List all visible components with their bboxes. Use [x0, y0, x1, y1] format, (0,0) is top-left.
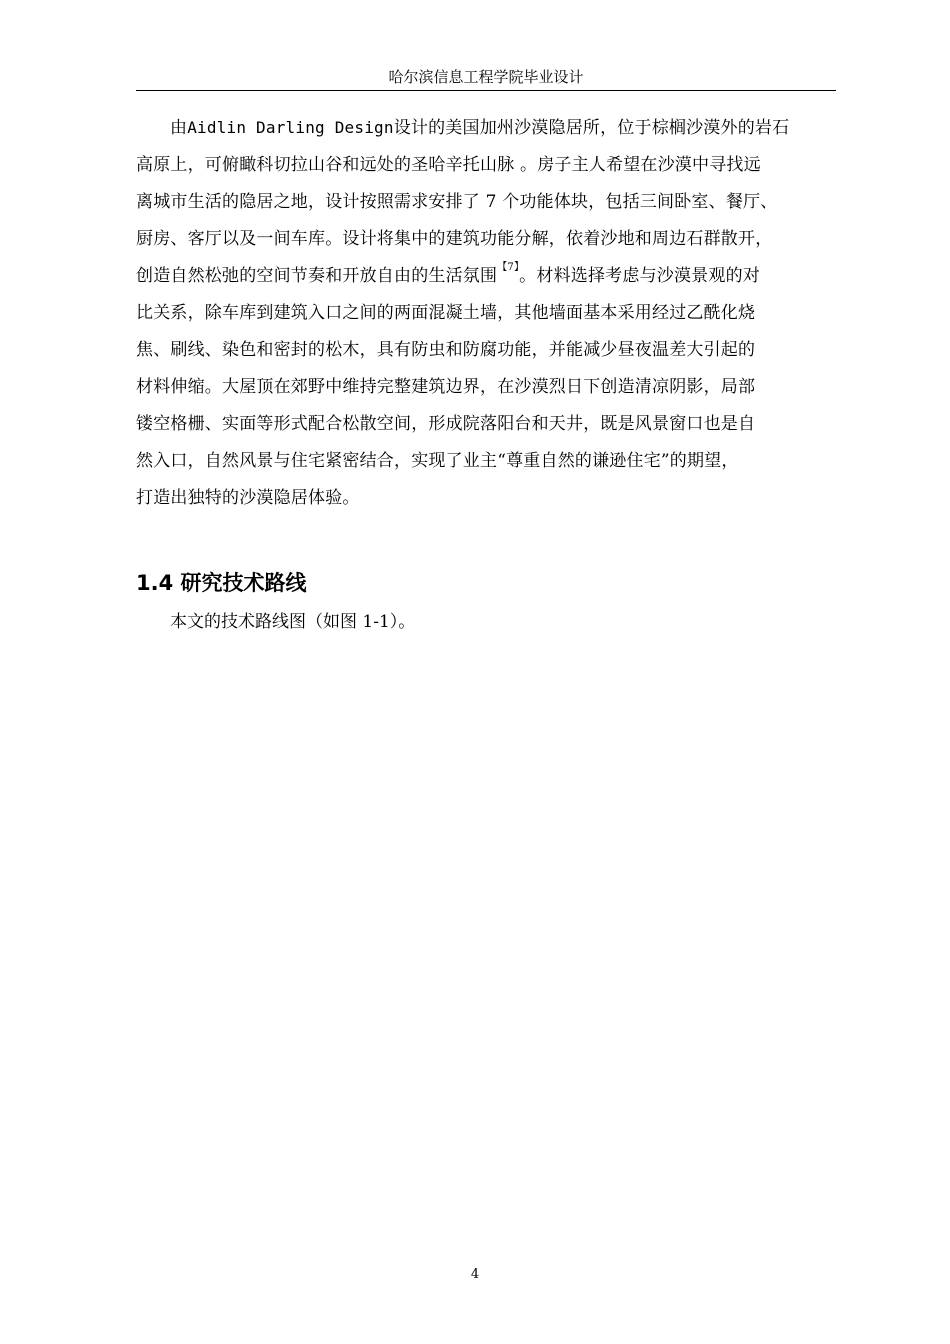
paragraph-line-text: 。材料选择考虑与沙漠景观的对: [519, 266, 760, 286]
firm-name: Aidlin Darling Design: [187, 118, 394, 137]
section-body-text: 本文的技术路线图（如图 1-1）。: [170, 612, 416, 632]
paragraph-line-text: 由: [170, 118, 188, 138]
paragraph-line: 比关系，除车库到建筑入口之间的两面混凝土墙，其他墙面基本采用经过乙酰化烧: [136, 303, 756, 323]
paragraph-line: [136, 113, 842, 150]
paragraph-line: 打造出独特的沙漠隐居体验。: [136, 488, 360, 508]
paragraph-line-text: 创造自然松弛的空间节奏和开放自由的生活氛围: [136, 266, 498, 286]
section-heading: 1.4 研究技术路线: [136, 571, 307, 595]
paragraph-line: 高原上，可俯瞰科切拉山谷和远处的圣哈辛托山脉 。房子主人希望在沙漠中寻找远: [136, 155, 761, 175]
page-number: 4: [470, 1267, 480, 1282]
citation-reference: 【7】: [497, 262, 520, 273]
paragraph-line-text: 设计的美国加州沙漠隐居所，位于棕榈沙漠外的岩石: [393, 118, 790, 138]
paragraph-line: 镂空格栅、实面等形式配合松散空间，形成院落阳台和天井，既是风景窗口也是自: [136, 414, 756, 434]
paragraph-line: [136, 261, 842, 298]
paragraph-line: 材料伸缩。大屋顶在郊野中维持完整建筑边界，在沙漠烈日下创造清凉阴影，局部: [136, 377, 756, 397]
page-header: [136, 64, 836, 91]
header-title: 哈尔滨信息工程学院毕业设计: [388, 68, 584, 86]
paragraph-line: 离城市生活的隐居之地，设计按照需求安排了 7 个功能体块，包括三间卧室、餐厅、: [136, 192, 778, 212]
paragraph-line: 焦、刷线、染色和密封的松木，具有防虫和防腐功能，并能减少昼夜温差大引起的: [136, 340, 756, 360]
body-paragraph: [136, 113, 842, 520]
paragraph-line: 厨房、客厅以及一间车库。设计将集中的建筑功能分解，依着沙地和周边石群散开，: [136, 229, 773, 249]
paragraph-line: 然入口，自然风景与住宅紧密结合，实现了业主“尊重自然的谦逊住宅”的期望，: [136, 451, 739, 471]
